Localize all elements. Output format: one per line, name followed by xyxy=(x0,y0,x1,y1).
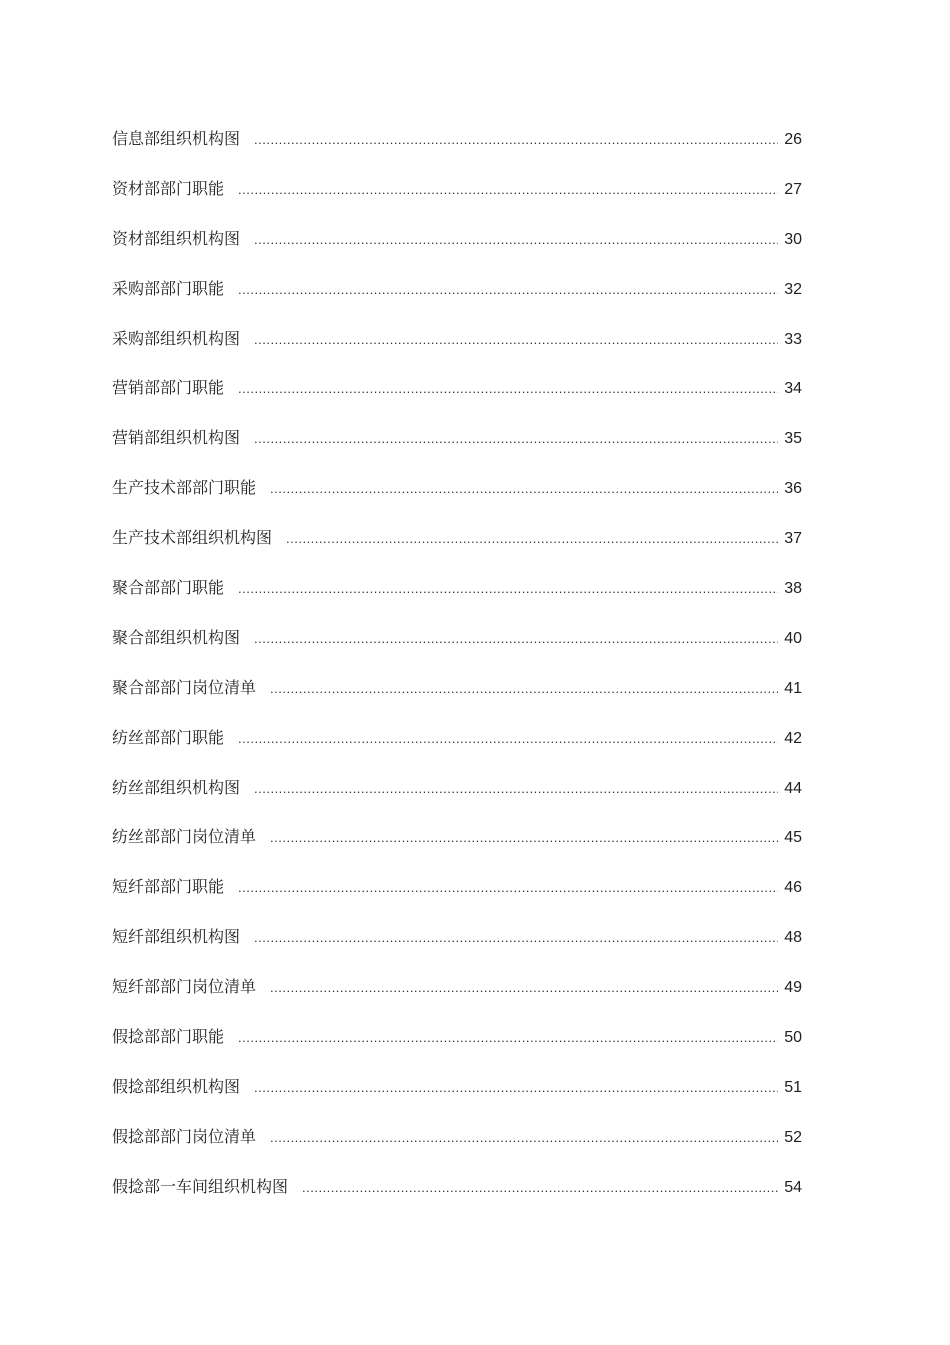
toc-dot-leader xyxy=(270,1130,778,1145)
toc-entry-title: 采购部组织机构图 xyxy=(112,328,241,348)
toc-dot-leader xyxy=(238,581,778,596)
toc-entry[interactable] xyxy=(112,924,802,974)
toc-entry-page: 45 xyxy=(784,829,802,847)
toc-entry[interactable] xyxy=(112,725,802,775)
toc-entry-page: 42 xyxy=(784,729,802,747)
toc-entry[interactable] xyxy=(112,1024,802,1074)
toc-entry-title: 聚合部组织机构图 xyxy=(112,627,241,647)
toc-entry-page: 32 xyxy=(784,280,802,298)
toc-entry[interactable] xyxy=(112,1124,802,1174)
toc-entry-page: 52 xyxy=(784,1128,802,1146)
toc-entry-title: 假捻部组织机构图 xyxy=(112,1076,241,1096)
toc-entry[interactable] xyxy=(112,1174,802,1224)
toc-entry-page: 51 xyxy=(784,1078,802,1096)
toc-entry-title: 营销部组织机构图 xyxy=(112,428,241,448)
toc-dot-leader xyxy=(238,1030,778,1045)
toc-entry[interactable] xyxy=(112,475,802,525)
toc-entry-title: 纺丝部部门岗位清单 xyxy=(112,827,257,847)
toc-entry[interactable] xyxy=(112,525,802,575)
toc-entry-page: 44 xyxy=(784,779,802,797)
toc-entry[interactable] xyxy=(112,176,802,226)
toc-dot-leader xyxy=(286,531,778,546)
toc-entry-title: 假捻部部门岗位清单 xyxy=(112,1126,257,1146)
toc-entry[interactable] xyxy=(112,276,802,326)
toc-dot-leader xyxy=(238,381,778,396)
toc-entry-title: 生产技术部部门职能 xyxy=(112,478,257,498)
toc-entry-title: 聚合部部门职能 xyxy=(112,578,225,598)
toc-dot-leader xyxy=(254,1080,778,1095)
toc-entry[interactable] xyxy=(112,625,802,675)
toc-entry-title: 短纤部部门岗位清单 xyxy=(112,977,257,997)
toc-entry[interactable] xyxy=(112,575,802,625)
toc-entry-title: 假捻部部门职能 xyxy=(112,1027,225,1047)
table-of-contents xyxy=(112,126,802,1224)
toc-entry[interactable] xyxy=(112,226,802,276)
toc-dot-leader xyxy=(238,182,778,197)
toc-entry-page: 50 xyxy=(784,1029,802,1047)
toc-entry[interactable] xyxy=(112,824,802,874)
toc-entry-page: 49 xyxy=(784,979,802,997)
toc-entry-page: 48 xyxy=(784,929,802,947)
toc-entry-title: 短纤部组织机构图 xyxy=(112,927,241,947)
toc-entry-title: 聚合部部门岗位清单 xyxy=(112,677,257,697)
toc-dot-leader xyxy=(270,980,778,995)
toc-entry-page: 34 xyxy=(784,380,802,398)
toc-entry[interactable] xyxy=(112,1074,802,1124)
toc-entry-title: 短纤部部门职能 xyxy=(112,877,225,897)
toc-entry-title: 纺丝部部门职能 xyxy=(112,727,225,747)
toc-entry[interactable] xyxy=(112,675,802,725)
toc-dot-leader xyxy=(254,232,778,247)
toc-entry-title: 信息部组织机构图 xyxy=(112,129,241,148)
toc-dot-leader xyxy=(238,282,778,297)
toc-entry-page: 46 xyxy=(784,879,802,897)
toc-entry-page: 33 xyxy=(784,330,802,348)
toc-entry-title: 营销部部门职能 xyxy=(112,378,225,398)
toc-dot-leader xyxy=(254,431,778,446)
toc-entry[interactable] xyxy=(112,126,802,176)
toc-dot-leader xyxy=(270,481,778,496)
toc-entry-title: 资材部部门职能 xyxy=(112,178,225,198)
toc-entry-page: 41 xyxy=(784,679,802,697)
toc-dot-leader xyxy=(302,1180,778,1195)
toc-entry-page: 40 xyxy=(784,629,802,647)
toc-entry-page: 30 xyxy=(784,230,802,248)
toc-entry[interactable] xyxy=(112,775,802,825)
toc-entry[interactable] xyxy=(112,425,802,475)
toc-entry-title: 采购部部门职能 xyxy=(112,278,225,298)
toc-entry-page: 38 xyxy=(784,580,802,598)
toc-entry-title: 生产技术部组织机构图 xyxy=(112,528,273,548)
toc-entry-page: 26 xyxy=(784,131,802,148)
toc-dot-leader xyxy=(254,781,778,796)
toc-dot-leader xyxy=(238,880,778,895)
toc-dot-leader xyxy=(270,681,778,696)
toc-entry-page: 36 xyxy=(784,480,802,498)
toc-entry-title: 假捻部一车间组织机构图 xyxy=(112,1176,289,1196)
toc-dot-leader xyxy=(270,830,778,845)
toc-dot-leader xyxy=(254,332,778,347)
toc-entry-page: 27 xyxy=(784,180,802,198)
toc-entry-page: 54 xyxy=(784,1178,802,1196)
toc-entry-title: 资材部组织机构图 xyxy=(112,228,241,248)
toc-entry[interactable] xyxy=(112,874,802,924)
toc-dot-leader xyxy=(254,930,778,945)
toc-entry-page: 37 xyxy=(784,530,802,548)
toc-entry[interactable] xyxy=(112,974,802,1024)
toc-entry-page: 35 xyxy=(784,430,802,448)
toc-dot-leader xyxy=(254,631,778,646)
toc-entry[interactable] xyxy=(112,326,802,376)
toc-entry[interactable] xyxy=(112,375,802,425)
toc-entry-title: 纺丝部组织机构图 xyxy=(112,777,241,797)
toc-dot-leader xyxy=(254,132,778,147)
toc-dot-leader xyxy=(238,731,778,746)
